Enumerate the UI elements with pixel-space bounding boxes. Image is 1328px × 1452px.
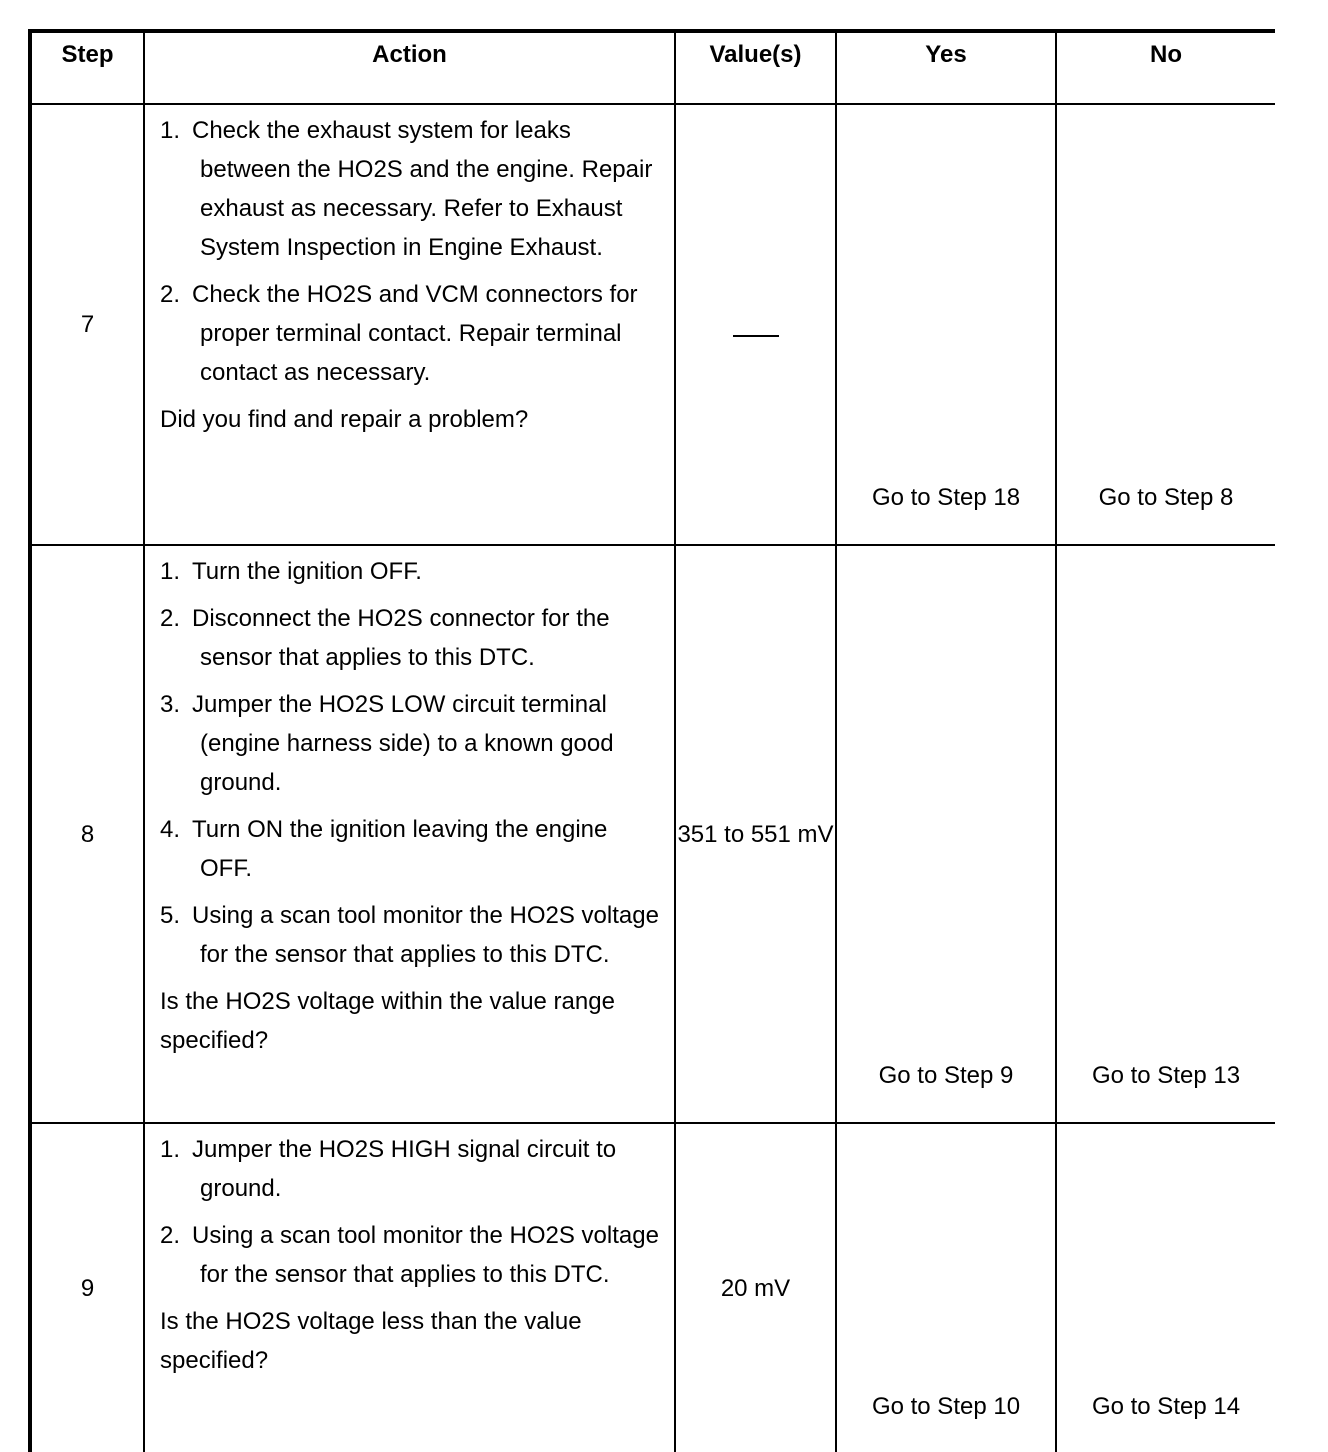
diagnostic-table-container xyxy=(28,29,1275,1452)
action-item xyxy=(160,685,660,802)
action-item-text: Check the HO2S and VCM connectors for proper terminal contact. Repair terminal contact as necessary. xyxy=(192,281,638,386)
action-item-number: 2. xyxy=(160,1222,181,1249)
table-row xyxy=(30,104,1275,545)
value-cell xyxy=(675,104,836,545)
action-item-number: 1. xyxy=(160,117,181,144)
no-cell: Go to Step 14 xyxy=(1056,1123,1275,1452)
action-item-text: Using a scan tool monitor the HO2S voltage for the sensor that applies to this DTC. xyxy=(192,1222,659,1288)
action-item-text: Check the exhaust system for leaks between the HO2S and the engine. Repair exhaust as necessary. Refer to Exhaust System Inspection in Engine Exhaust. xyxy=(192,117,653,261)
action-item xyxy=(160,552,660,591)
header-action: Action xyxy=(144,31,675,104)
action-item xyxy=(160,1130,660,1208)
action-item-text: Jumper the HO2S LOW circuit terminal (engine harness side) to a known good ground. xyxy=(192,691,614,796)
step-number: 9 xyxy=(30,1123,144,1452)
step-number: 7 xyxy=(30,104,144,545)
action-item-number: 5. xyxy=(160,902,181,929)
value-cell: 20 mV xyxy=(675,1123,836,1452)
yes-cell: Go to Step 9 xyxy=(836,545,1056,1123)
action-question: Did you find and repair a problem? xyxy=(160,406,529,433)
no-cell: Go to Step 8 xyxy=(1056,104,1275,545)
action-item xyxy=(160,810,660,888)
yes-cell: Go to Step 10 xyxy=(836,1123,1056,1452)
action-item-text: Using a scan tool monitor the HO2S voltage for the sensor that applies to this DTC. xyxy=(192,902,659,968)
diagnostic-table xyxy=(28,29,1275,1452)
value-cell: 351 to 551 mV xyxy=(675,545,836,1123)
action-item xyxy=(160,111,660,267)
header-row xyxy=(30,31,1275,104)
action-item-number: 2. xyxy=(160,605,181,632)
no-value-dash xyxy=(733,335,779,337)
header-step: Step xyxy=(30,31,144,104)
action-item-text: Disconnect the HO2S connector for the sensor that applies to this DTC. xyxy=(192,605,610,671)
action-item-text: Jumper the HO2S HIGH signal circuit to ground. xyxy=(192,1136,617,1202)
action-question: Is the HO2S voltage within the value range specified? xyxy=(160,988,615,1054)
action-item-text: Turn ON the ignition leaving the engine OFF. xyxy=(192,816,608,882)
action-item xyxy=(160,599,660,677)
yes-cell: Go to Step 18 xyxy=(836,104,1056,545)
action-item xyxy=(160,896,660,974)
header-values: Value(s) xyxy=(675,31,836,104)
action-item-number: 1. xyxy=(160,1136,181,1163)
action-question: Is the HO2S voltage less than the value specified? xyxy=(160,1308,582,1374)
no-cell: Go to Step 13 xyxy=(1056,545,1275,1123)
action-cell xyxy=(144,104,675,545)
action-cell xyxy=(144,1123,675,1452)
action-item-number: 1. xyxy=(160,558,181,585)
action-item-number: 3. xyxy=(160,691,181,718)
table-row xyxy=(30,1123,1275,1452)
action-item xyxy=(160,1216,660,1294)
action-item-text: Turn the ignition OFF. xyxy=(192,558,422,585)
action-cell xyxy=(144,545,675,1123)
action-list xyxy=(160,1130,660,1294)
header-yes: Yes xyxy=(836,31,1056,104)
action-item-number: 4. xyxy=(160,816,181,843)
header-no: No xyxy=(1056,31,1275,104)
table-row xyxy=(30,545,1275,1123)
step-number: 8 xyxy=(30,545,144,1123)
action-list xyxy=(160,111,660,392)
action-item xyxy=(160,275,660,392)
action-list xyxy=(160,552,660,974)
action-item-number: 2. xyxy=(160,281,181,308)
